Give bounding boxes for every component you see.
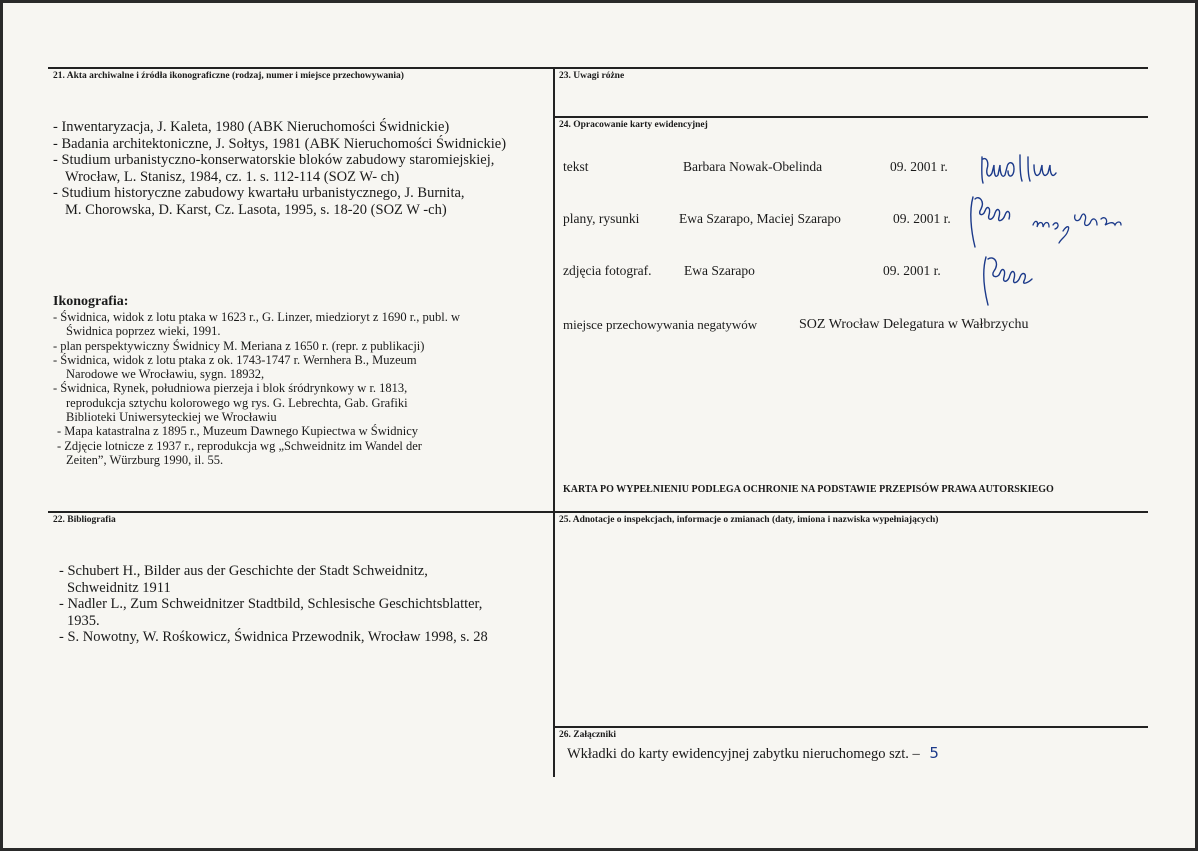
list-item: - plan perspektywiczny Świdnicy M. Meriana z 1650 r. (repr. z publikacji) [53,338,425,353]
attachments-line [567,744,939,763]
list-item: Świdnica poprzez wieki, 1991. [66,324,221,339]
row-label: zdjęcia fotograf. [563,263,652,278]
list-item: - Studium historyczne zabudowy kwartału urbanistycznego, J. Burnita, [53,185,465,201]
row-date: 09. 2001 r. [890,159,948,174]
iconography-heading: Ikonografia: [53,294,129,309]
rule-23-24 [554,116,1148,118]
top-rule [48,67,1148,69]
list-item: - Nadler L., Zum Schweidnitzer Stadtbild, Schlesische Geschichtsblatter, [59,596,483,612]
section-24-heading: 24. Opracowanie karty ewidencyjnej [559,120,708,130]
row-author: Ewa Szarapo, Maciej Szarapo [679,211,841,226]
record-card-page [3,3,1195,848]
signature-handwritten [976,253,1046,309]
archival-list [53,119,506,218]
list-item: - Świdnica, widok z lotu ptaka z ok. 1743-1747 r. Wernhera B., Muzeum [53,352,417,367]
iconography-list [53,310,460,467]
list-item: - Zdjęcie lotnicze z 1937 r., reprodukcja wg „Schweidnitz im Wandel der [57,438,422,453]
row-storage [563,317,1143,339]
list-item: Schweidnitz 1911 [67,579,171,596]
list-item: M. Chorowska, D. Karst, Cz. Lasota, 1995, s. 18-20 (SOZ W -ch) [65,201,447,218]
row-photos [563,263,1143,285]
list-item: Narodowe we Wrocławiu, sygn. 18932, [66,367,265,382]
row-author: Barbara Nowak-Obelinda [683,159,823,174]
list-item: - Badania architektoniczne, J. Sołtys, 1981 (ABK Nieruchomości Świdnickie) [53,135,507,152]
list-item: - Świdnica, widok z lotu ptaka w 1623 r., G. Linzer, miedzioryt z 1690 r., publ. w [53,310,461,324]
list-item: 1935. [67,612,100,629]
storage-value: SOZ Wrocław Delegatura w Wałbrzychu [799,317,1029,332]
list-item: - Schubert H., Bilder aus der Geschichte der Stadt Schweidnitz, [59,563,428,579]
section-25-heading: 25. Adnotacje o inspekcjach, informacje o zmianach (daty, imiona i nazwiska wypełniających) [559,515,939,525]
list-item: - Studium urbanistyczno-konserwatorskie bloków zabudowy staromiejskiej, [53,152,495,168]
row-date: 09. 2001 r. [893,211,951,226]
section-23-heading: 23. Uwagi różne [559,71,625,81]
row-label: plany, rysunki [563,211,640,226]
row-author: Ewa Szarapo [684,263,755,278]
center-divider [553,67,555,777]
list-item: - Świdnica, Rynek, południowa pierzeja i blok śródrynkowy w r. 1813, [53,381,408,396]
attachments-count: 5 [929,744,939,762]
row-date: 09. 2001 r. [883,263,941,278]
storage-label: miejsce przechowywania negatywów [563,317,758,332]
list-item: - S. Nowotny, W. Rośkowicz, Świdnica Przewodnik, Wrocław 1998, s. 28 [59,629,488,645]
copyright-notice: KARTA PO WYPEŁNIENIU PODLEGA OCHRONIE NA PODSTAWIE PRZEPISÓW PRAWA AUTORSKIEGO [563,484,1054,495]
signature-handwritten [963,191,1133,251]
section-22-heading: 22. Bibliografia [53,515,116,525]
list-item: Zeiten”, Würzburg 1990, il. 55. [66,452,224,467]
list-item: - Mapa katastralna z 1895 r., Muzeum Dawnego Kupiectwa w Świdnicy [57,424,419,439]
signature-handwritten [978,151,1070,187]
attachments-text: Wkładki do karty ewidencyjnej zabytku nieruchomego szt. – [567,746,920,762]
section-26-heading: 26. Załączniki [559,730,617,740]
rule-mid [48,511,1148,513]
row-label: tekst [563,159,589,174]
list-item: Wrocław, L. Stanisz, 1984, cz. 1. s. 112-114 (SOZ W- ch) [65,168,400,185]
list-item: Biblioteki Uniwersyteckiej we Wrocławiu [66,410,277,425]
list-item: - Inwentaryzacja, J. Kaleta, 1980 (ABK Nieruchomości Świdnickie) [53,119,450,135]
list-item: reprodukcja sztychu kolorowego wg rys. G. Lebrechta, Gab. Grafiki [66,395,408,410]
section-21-heading: 21. Akta archiwalne i źródła ikonograficzne (rodzaj, numer i miejsce przechowywania) [53,71,404,81]
bibliography-list [59,563,488,646]
rule-25-26 [554,726,1148,728]
